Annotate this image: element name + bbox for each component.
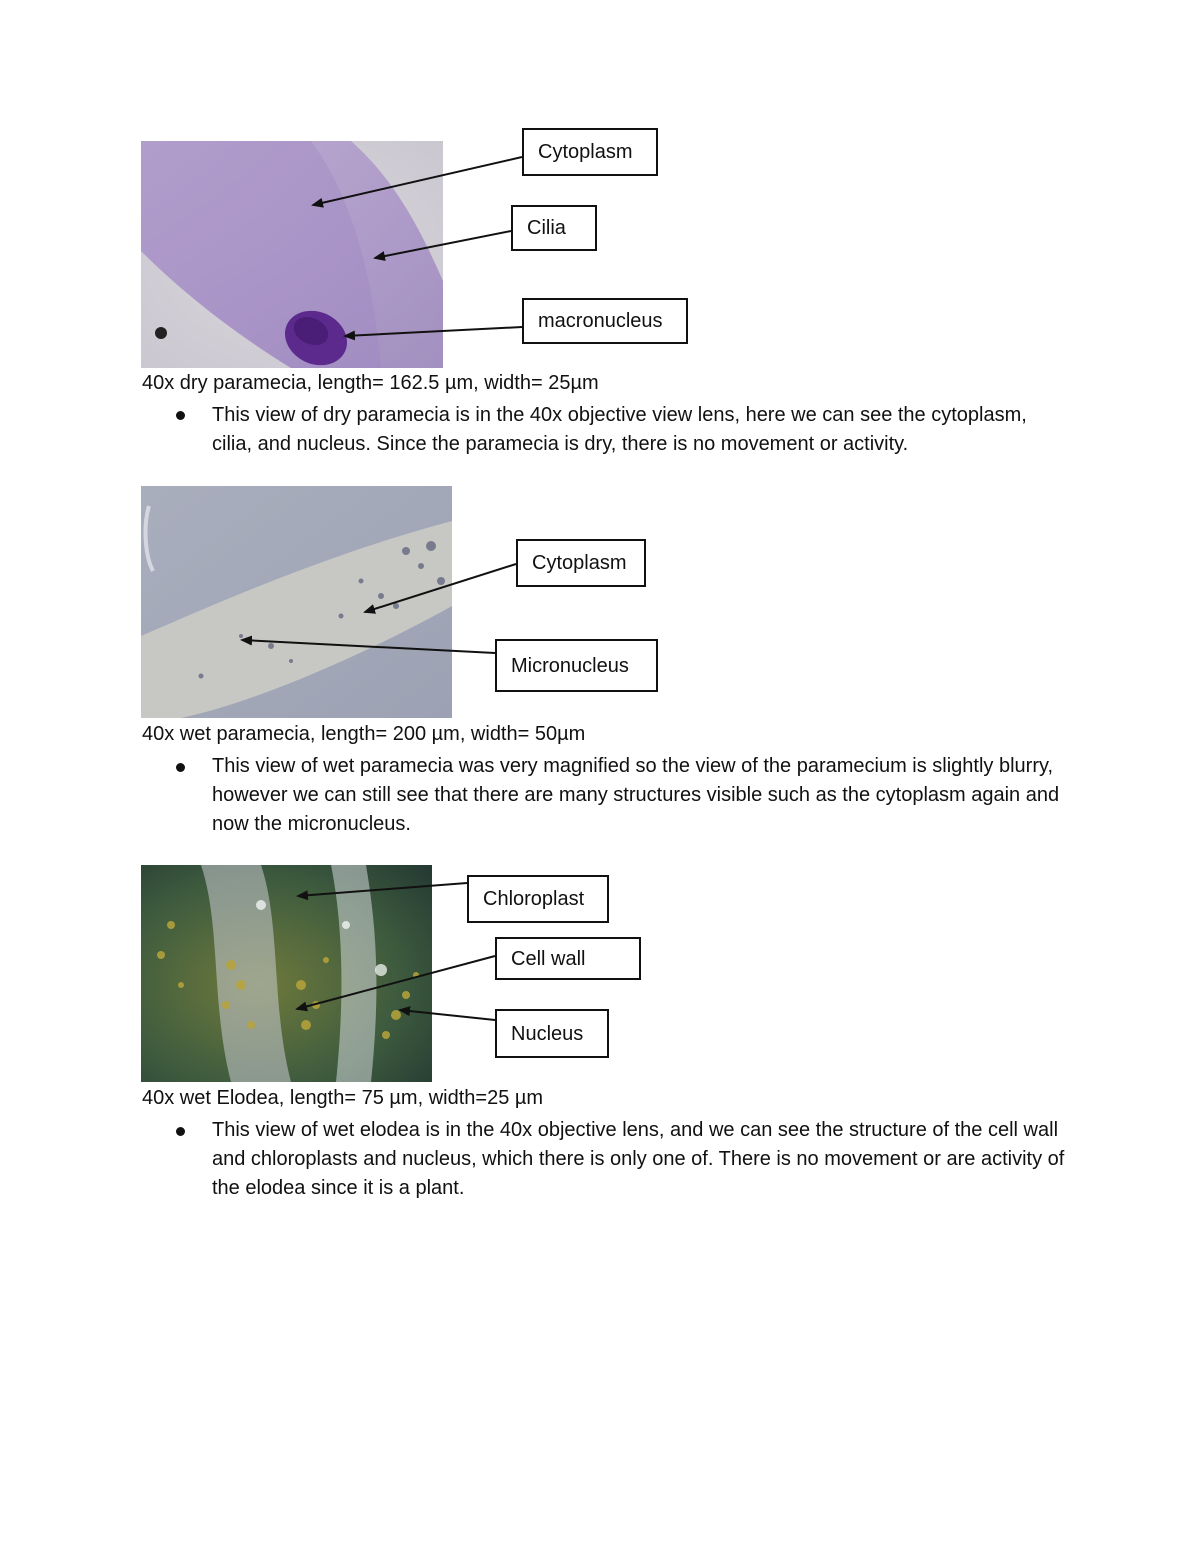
label-cytoplasm: Cytoplasm [516,539,646,587]
figure-description: This view of dry paramecia is in the 40x objective view lens, here we can see the cytoplasm, cilia, and nucleus. Since the paramecia is dry, there is no movement or activity. [212,404,1027,455]
label-nucleus: Nucleus [495,1009,609,1058]
figure-description: This view of wet paramecia was very magnified so the view of the paramecium is slightly blurry, however we can still see that there are many structures visible such as the cytoplasm again and now the micronucleus. [212,755,1060,835]
figure-caption: 40x dry paramecia, length= 162.5 µm, width= 25µm [142,372,599,394]
label-macronucleus: macronucleus [522,298,688,344]
bullet [176,411,185,420]
figure-caption: 40x wet paramecia, length= 200 µm, width= 50µm [142,723,586,745]
label-cell-wall: Cell wall [495,937,641,980]
figure-description: This view of wet elodea is in the 40x objective lens, and we can see the structure of the cell wall and chloroplasts and nucleus, which there is only one of. There is no movement or are activity of the elodea since it is a plant. [212,1119,1065,1199]
bullet [176,763,185,772]
label-cytoplasm: Cytoplasm [522,128,658,176]
label-micronucleus: Micronucleus [495,639,658,692]
figure-caption: 40x wet Elodea, length= 75 µm, width=25 µm [142,1087,544,1109]
wet-paramecium-micrograph [141,486,452,718]
wet-elodea-micrograph [141,865,432,1082]
label-cilia: Cilia [511,205,597,251]
bullet [176,1127,185,1136]
label-chloroplast: Chloroplast [467,875,609,923]
dry-paramecium-micrograph [141,141,443,368]
